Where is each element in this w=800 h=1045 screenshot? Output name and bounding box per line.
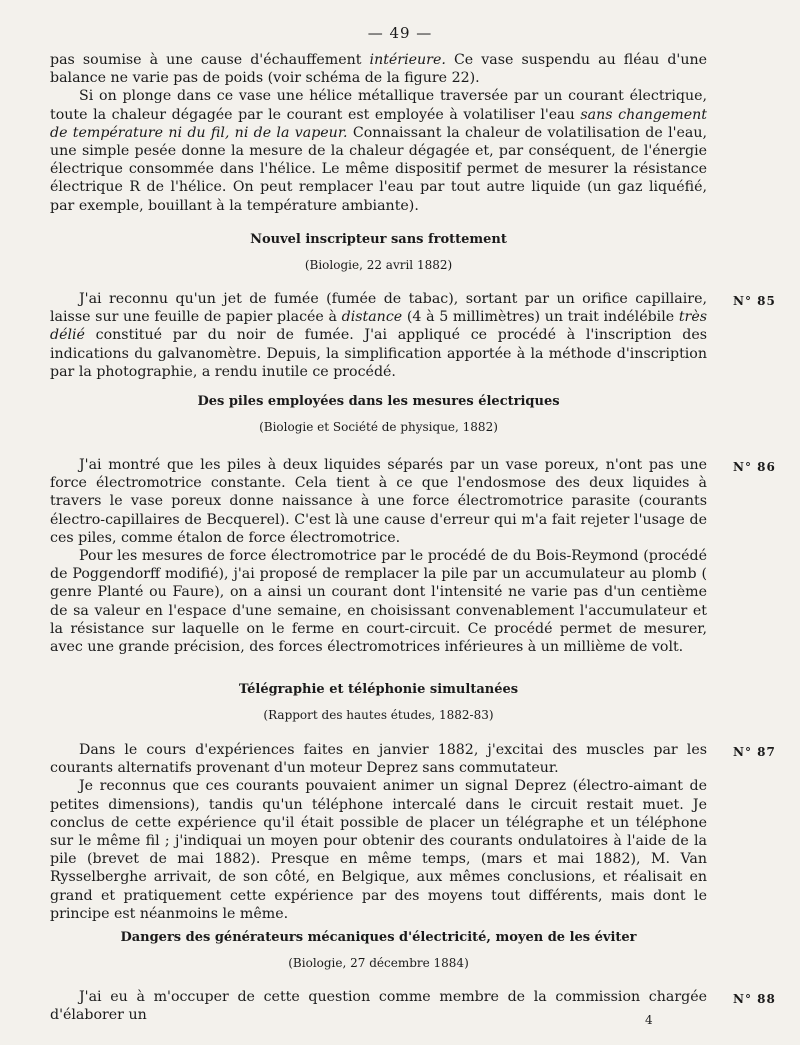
paragraph: Pour les mesures de force électromotrice par le procédé de du Bois-Reymond (procédé de Poggendorff modifié), j'ai proposé de remplacer la pile par un accumulateur au plomb ( genre Planté ou Faure), on a ainsi un courant dont l'intensité ne varie pas d'un centième de sa valeur en l'espace d'une semaine, en choisissant convenablement l'accumulateur et la résistance sur laquelle on le ferme en court-circuit. Ce procédé permet de mesurer, avec une grande précision, des forces électromotrices inférieures à un millième de volt. (50, 548, 707, 656)
section-heading: Dangers des générateurs mécaniques d'électricité, moyen de les éviter (120, 930, 637, 945)
section-text (50, 456, 707, 656)
section-heading: Télégraphie et téléphonie simultanées (238, 682, 519, 697)
paragraph: J'ai eu à m'occuper de cette question comme membre de la commission chargée d'élaborer un (50, 989, 707, 1024)
paragraph: J'ai reconnu qu'un jet de fumée (fumée de tabac), sortant par un orifice capillaire, laisse sur une feuille de papier placée à distance (4 à 5 millimètres) un trait indélébile très délié constitué par du noir de fumée. J'ai appliqué ce procédé à l'inscription des indications du galvanomètre. Depuis, la simplification apportée à la méthode d'inscription par la photographie, a rendu inutile ce procédé. (50, 291, 708, 380)
section-source: (Biologie, 27 décembre 1884) (288, 956, 469, 970)
intro-text (50, 51, 707, 215)
paragraph: Si on plonge dans ce vase une hélice métallique traversée par un courant électrique, toute la chaleur dégagée par le courant est employée à volatiliser l'eau sans changement de température ni du fil, ni de la vapeur. Connaissant la chaleur de volatilisation de l'eau, une simple pesée donne la mesure de la chaleur dégagée et, par conséquent, de l'énergie électrique consommée dans l'hélice. Le même dispositif permet de mesurer la résistance électrique R de l'hélice. On peut remplacer l'eau par tout autre liquide (un gaz liquéfié, par exemple, bouillant à la température ambiante). (50, 88, 708, 214)
section-text (50, 290, 707, 381)
paragraph: pas soumise à une cause d'échauffement intérieure. Ce vase suspendu au fléau d'une balance ne varie pas de poids (voir schéma de la figure 22). (50, 52, 708, 87)
section-number: N° 88 (733, 992, 776, 1006)
paragraph: Je reconnus que ces courants pouvaient animer un signal Deprez (électro-aimant de petites dimensions), tandis qu'un téléphone intercalé dans le circuit restait muet. Je conclus de cette expérience qu'il était possible de placer un télégraphe et un téléphone sur le même fil ; j'indiquai un moyen pour obtenir des courants ondulatoires à l'aide de la pile (brevet de mai 1882). Presque en même temps, (mars et mai 1882), M. Van Rysselberghe arrivait, de son côté, en Belgique, aux mêmes conclusions, et réalisait en grand et pratiquement cette expérience par des moyens tout différents, mais dont le principe est néanmoins le même. (50, 778, 707, 922)
page-number: — 49 — (367, 24, 433, 42)
section-text (50, 988, 707, 1024)
section-text (50, 741, 707, 923)
section-source: (Biologie et Société de physique, 1882) (259, 420, 498, 434)
section-heading: Nouvel inscripteur sans frottement (250, 232, 507, 247)
section-number: N° 87 (733, 745, 776, 759)
paragraph: J'ai montré que les piles à deux liquides séparés par un vase poreux, n'ont pas une force électromotrice constante. Cela tient à ce que l'endosmose des deux liquides à travers le vase poreux donne naissance à une force électromotrice parasite (courants électro-capillaires de Becquerel). C'est là une cause d'erreur qui m'a fait rejeter l'usage de ces piles, comme étalon de force électromotrice. (50, 457, 707, 546)
section-heading: Des piles employées dans les mesures électriques (197, 394, 560, 409)
section-number: N° 85 (733, 294, 776, 308)
paragraph: Dans le cours d'expériences faites en janvier 1882, j'excitai des muscles par les courants alternatifs provenant d'un moteur Deprez sans commutateur. (50, 742, 707, 777)
section-source: (Rapport des hautes études, 1882-83) (263, 708, 494, 722)
section-source: (Biologie, 22 avril 1882) (304, 258, 453, 272)
section-number: N° 86 (733, 460, 776, 474)
signature-mark: 4 (645, 1013, 653, 1027)
